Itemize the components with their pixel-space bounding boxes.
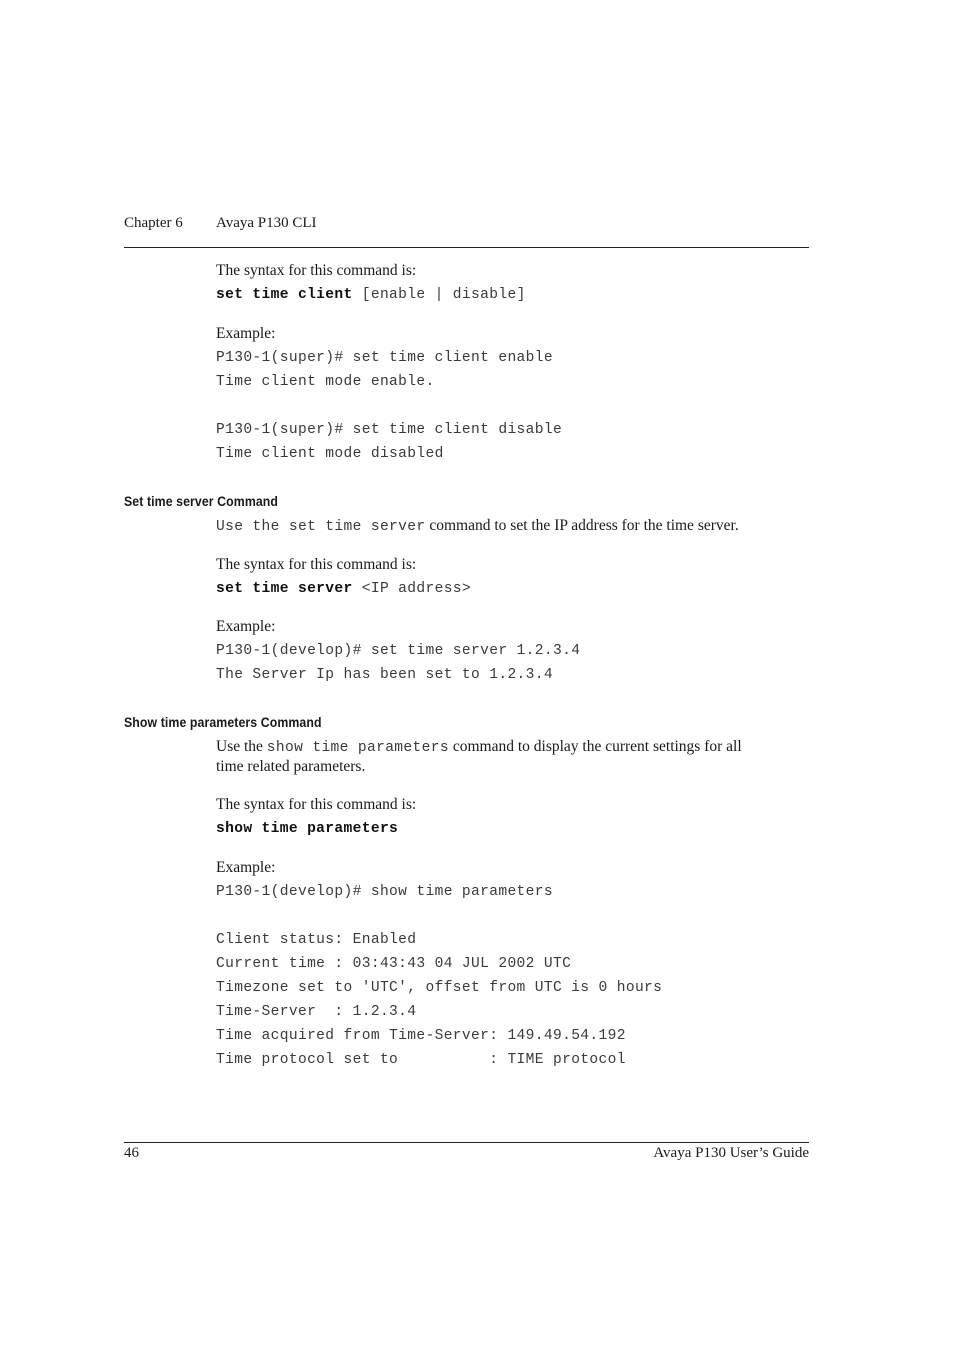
footer-guide-title: Avaya P130 User’s Guide [653,1145,809,1161]
example-line: Current time : 03:43:43 04 JUL 2002 UTC [216,956,572,972]
example-line: Time-Server : 1.2.3.4 [216,1004,417,1020]
syntax-arguments: [enable | disable] [352,287,526,303]
header-rule [124,247,809,248]
syntax-line [216,581,471,597]
example-label: Example: [216,618,276,635]
example-line: Time protocol set to : TIME protocol [216,1052,626,1068]
section-description [216,517,739,535]
footer-rule [124,1142,809,1143]
description-text: command to display the current settings for all [448,738,742,755]
example-line: P130-1(develop)# set time server 1.2.3.4 [216,643,581,659]
example-label: Example: [216,859,276,876]
description-text: command to set the IP address for the time server. [425,517,739,534]
example-line: Time client mode enable. [216,374,435,390]
section-heading-set-time-server: Set time server Command [124,493,279,509]
example-line: Time acquired from Time-Server: 149.49.54.192 [216,1028,626,1044]
example-label: Example: [216,325,276,342]
header-chapter: Chapter 6 [124,215,183,231]
syntax-command: set time server [216,581,353,597]
page-number: 46 [124,1145,139,1161]
inline-code: Use the set time server [216,519,426,535]
description-text: time related parameters. [216,758,366,775]
example-line: P130-1(super)# set time client disable [216,422,563,438]
section-description [216,738,742,756]
header-title: Avaya P130 CLI [216,215,317,231]
example-line: P130-1(super)# set time client enable [216,350,553,366]
syntax-command: set time client [216,287,353,303]
example-line: Time client mode disabled [216,446,444,462]
example-line: Client status: Enabled [216,932,417,948]
syntax-line [216,287,526,303]
syntax-arguments: <IP address> [352,581,472,597]
syntax-intro: The syntax for this command is: [216,796,417,813]
section-heading-show-time-parameters: Show time parameters Command [124,714,322,730]
example-line: The Server Ip has been set to 1.2.3.4 [216,667,553,683]
inline-code: show time parameters [266,740,449,756]
syntax-intro: The syntax for this command is: [216,556,417,573]
description-text: Use the [216,738,267,755]
syntax-intro: The syntax for this command is: [216,262,417,279]
example-line: Timezone set to 'UTC', offset from UTC is 0 hours [216,980,663,996]
example-line: P130-1(develop)# show time parameters [216,884,553,900]
syntax-command: show time parameters [216,821,399,837]
